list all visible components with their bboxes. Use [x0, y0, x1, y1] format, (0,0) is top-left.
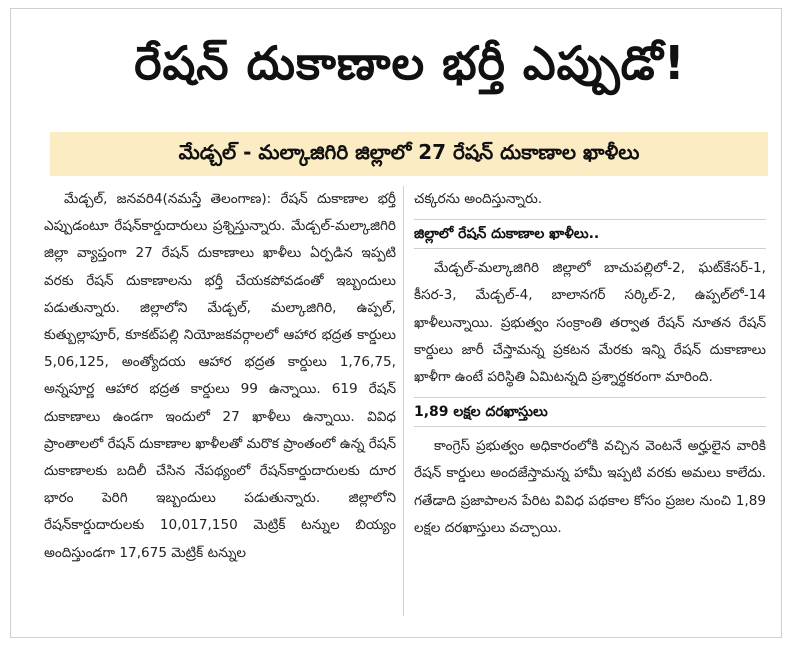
right-column-continuation: చక్కరను అందిస్తున్నారు.	[414, 191, 543, 207]
section-text-vacancies: మేడ్చల్-మల్కాజిగిరి జిల్లాలో బాచుపల్లిలో-2, ఘట్‌కేసర్-1, కీసర-3, మేడ్చల్-4, బాలానగర్ సర్కిల్-2, ఉప్పల్‌లో-14 ఖాళీలున్నాయి. ప్రభుత్వం సంక్రాంతి తర్వాత రేషన్ నూతన రేషన్ కార్డులు జారీ చేస్తామన్న ప్రకటన మేరకు ఇన్ని రేషన్ దుకాణాలు ఖాళీగా ఉంటే పరిస్థితి ఏమిటన్నది ప్రశ్నార్థకరంగా మారింది.	[414, 260, 766, 386]
section-heading-applications: 1,89 లక్షల దరఖాస్తులు	[414, 397, 766, 427]
column-divider	[403, 186, 404, 616]
subheadline: మేడ్చల్ - మల్కాజిగిరి జిల్లాలో 27 రేషన్ దుకాణాల ఖాళీలు	[50, 132, 768, 176]
left-column	[44, 186, 396, 567]
section-text-applications: కాంగ్రెస్ ప్రభుత్వం అధికారంలోకి వచ్చిన వెంటనే అర్హులైన వారికి రేషన్ కార్డులు అందజేస్తామన్న హామీ ఇప్పటి వరకు అమలు కాలేదు. గతేడాది ప్రజాపాలన పేరిట వివిధ పథకాల కోసం ప్రజల నుంచి 1,89 లక్షల దరఖాస్తులు వచ్చాయి.	[414, 438, 766, 536]
headline: రేషన్ దుకాణాల భర్తీ ఎప్పుడో!	[134, 36, 686, 90]
left-column-text: మేడ్చల్, జనవరి4(నమస్తే తెలంగాణ): రేషన్ దుకాణాల భర్తీ ఎప్పుడంటూ రేషన్‌కార్డుదారులు ప్రశ్నిస్తున్నారు. మేడ్చల్-మల్కాజిగిరి జిల్లా వ్యాప్తంగా 27 రేషన్ దుకాణాలు ఖాళీలు ఏర్పడిన ఇప్పటి వరకు రేషన్ దుకాణాలను భర్తీ చేయకపోవడంతో ఇబ్బందులు పడుతున్నారు. జిల్లాలోని మేడ్చల్, మల్కాజిగిరి, ఉప్పల్, కుత్బుల్లాపూర్, కూకట్‌పల్లి నియోజకవర్గాలలో ఆహార భద్రత కార్డులు 5,06,125, అంత్యోదయ ఆహార భద్రత కార్డులు 1,76,75, అన్నపూర్ణ ఆహార భద్రత కార్డులు 99 ఉన్నాయి. 619 రేషన్ దుకాణాలు ఉండగా ఇందులో 27 ఖాళీలు ఉన్నాయి. వివిధ ప్రాంతాలలో రేషన్ దుకాణాల ఖాళీలతో మరొక ప్రాంతంలో ఉన్న రేషన్ దుకాణాలకు బదిలీ చేసిన నేపథ్యంలో రేషన్‌కార్డుదారులకు దూర భారం పెరిగి ఇబ్బందులు పడుతున్నారు. జిల్లాలోని రేషన్‌కార్డుదారులకు 10,017,150 మెట్రిక్ టన్నుల బియ్యం అందిస్తుండగా 17,675 మెట్రిక్ టన్నుల	[44, 191, 396, 561]
section-heading-vacancies: జిల్లాలో రేషన్ దుకాణాల ఖాళీలు..	[414, 219, 766, 249]
right-column	[414, 186, 766, 542]
